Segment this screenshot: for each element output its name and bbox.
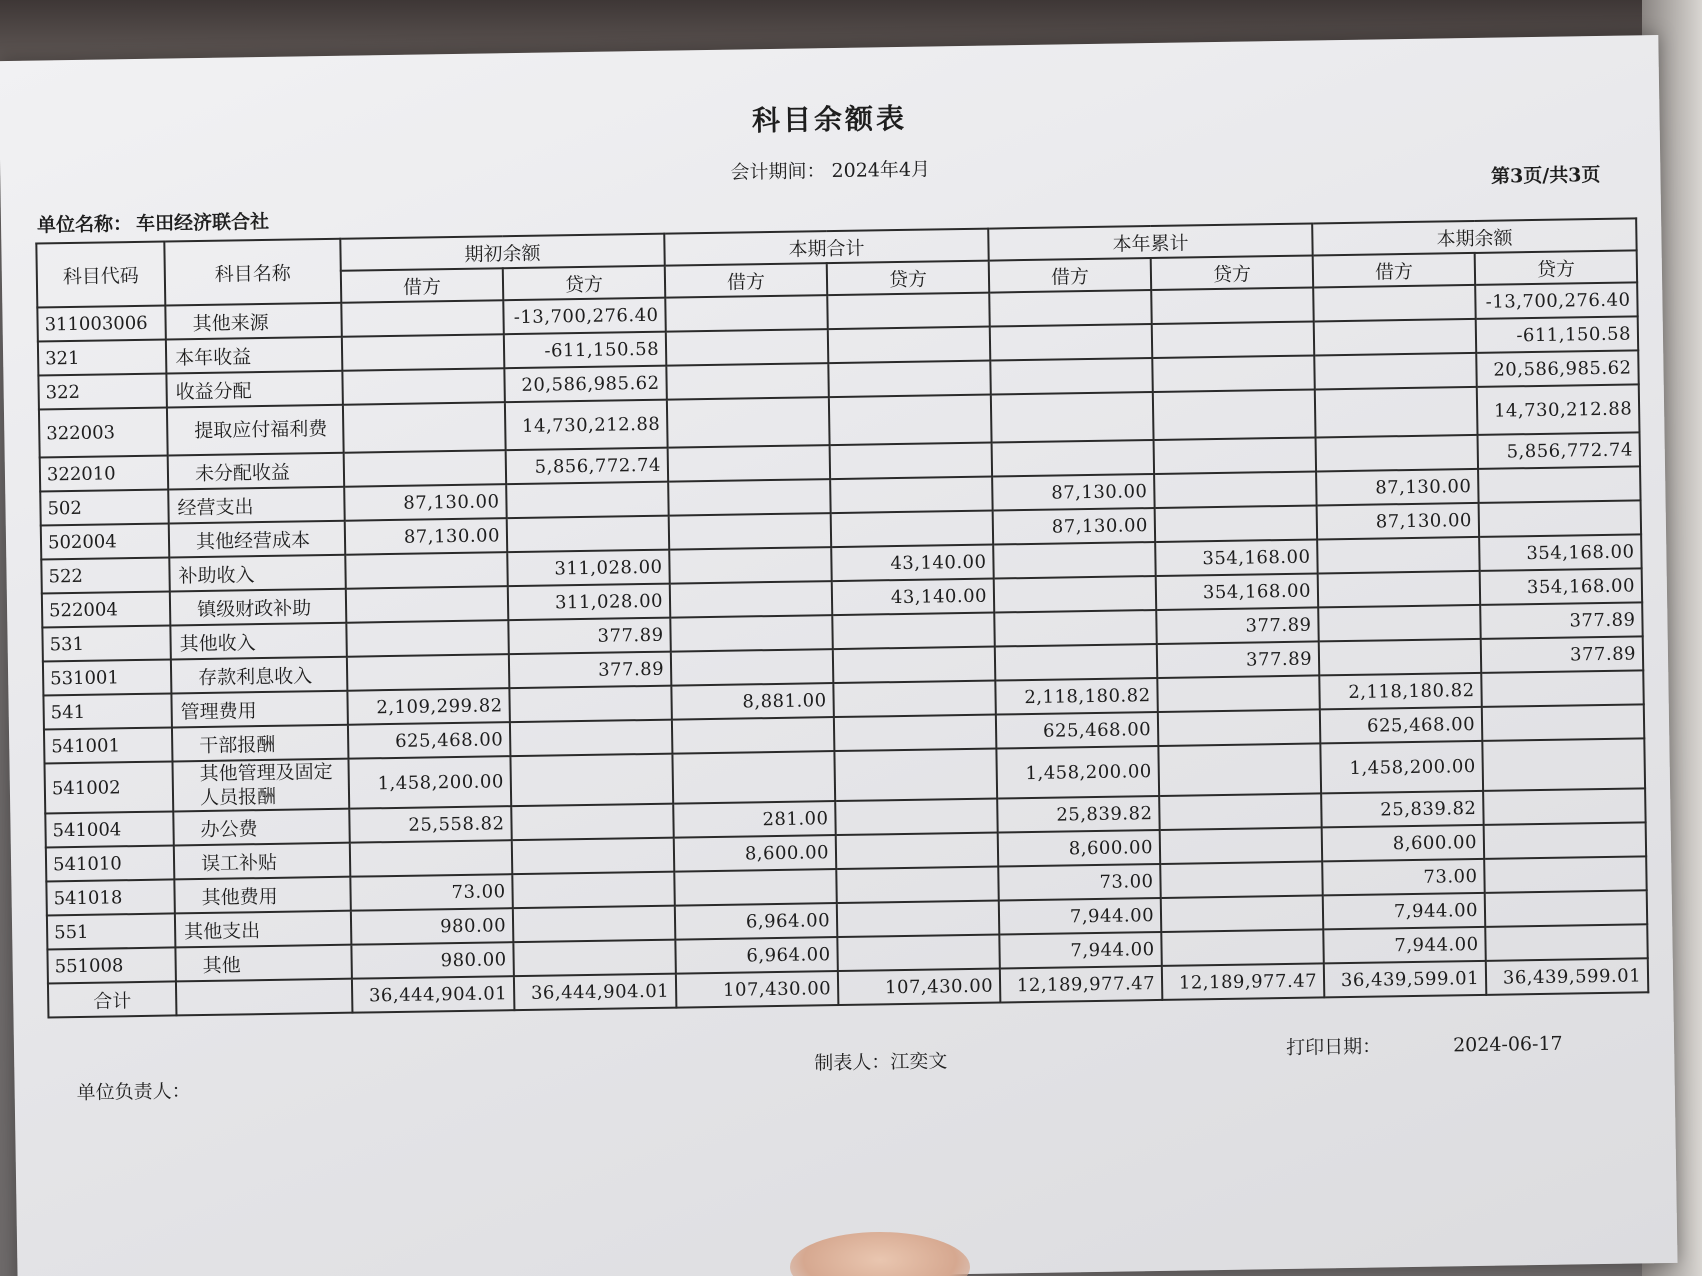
debit-amount: 73.00 <box>350 874 513 911</box>
header-debit: 借方 <box>341 268 503 303</box>
credit-amount: 354,168.00 <box>1155 539 1318 576</box>
credit-amount <box>1157 675 1320 712</box>
debit-amount <box>1314 319 1477 356</box>
total-cell: 12,189,977.47 <box>1162 963 1325 1000</box>
credit-amount: 377.89 <box>508 618 671 655</box>
credit-amount: 377.89 <box>1157 641 1320 678</box>
credit-amount <box>834 715 997 752</box>
debit-amount <box>342 368 505 405</box>
credit-amount: -13,700,276.40 <box>503 298 666 335</box>
header-credit: 贷方 <box>1151 255 1313 290</box>
debit-amount: 1,458,200.00 <box>1320 741 1483 794</box>
account-code: 322010 <box>40 456 169 492</box>
credit-amount <box>1485 924 1648 961</box>
total-cell: 36,439,599.01 <box>1324 961 1487 998</box>
print-date-label: 打印日期： <box>1285 1035 1382 1060</box>
credit-amount <box>511 804 674 841</box>
print-date <box>1286 1029 1563 1060</box>
document-title: 科目余额表 <box>751 101 908 138</box>
header-credit: 贷方 <box>503 266 665 301</box>
credit-amount <box>509 686 672 723</box>
debit-amount: 8,600.00 <box>998 830 1161 867</box>
debit-amount <box>668 479 831 516</box>
debit-amount: 87,130.00 <box>345 518 508 555</box>
debit-amount <box>990 358 1153 395</box>
credit-amount <box>834 749 997 802</box>
credit-amount <box>1161 929 1324 966</box>
preparer <box>814 1046 947 1075</box>
total-cell: 36,439,599.01 <box>1486 958 1649 995</box>
debit-amount: 980.00 <box>351 908 514 945</box>
debit-amount: 25,839.82 <box>997 796 1160 833</box>
debit-amount <box>346 620 509 657</box>
debit-amount <box>672 751 835 804</box>
debit-amount: 25,558.82 <box>349 806 512 843</box>
total-label: 合计 <box>48 981 177 1017</box>
header-debit: 借方 <box>989 258 1151 293</box>
credit-amount <box>830 443 993 480</box>
debit-amount: 2,118,180.82 <box>995 678 1158 715</box>
credit-amount <box>513 906 676 943</box>
credit-amount <box>832 613 995 650</box>
period-value: 2024年4月 <box>831 158 931 183</box>
credit-amount <box>1482 704 1645 741</box>
debit-amount <box>669 513 832 550</box>
credit-amount <box>510 720 673 757</box>
account-code: 541004 <box>45 811 174 847</box>
debit-amount <box>989 290 1152 327</box>
account-name: 其他支出 <box>175 911 352 948</box>
credit-amount <box>1161 895 1324 932</box>
account-code: 522004 <box>42 591 171 627</box>
unit-label: 单位名称： <box>36 213 133 237</box>
credit-amount <box>1483 788 1646 825</box>
credit-amount <box>835 799 998 836</box>
credit-amount: 14,730,212.88 <box>1477 384 1640 435</box>
account-code: 502 <box>40 489 169 525</box>
header-code: 科目代码 <box>36 242 165 308</box>
header-name: 科目名称 <box>164 239 341 306</box>
credit-amount <box>1154 437 1317 474</box>
print-date-value: 2024-06-17 <box>1452 1032 1563 1057</box>
debit-amount <box>992 440 1155 477</box>
debit-amount: 87,130.00 <box>1316 469 1479 506</box>
debit-amount: 980.00 <box>351 942 514 979</box>
credit-amount: 311,028.00 <box>508 584 671 621</box>
debit-amount <box>1318 605 1481 642</box>
credit-amount: -611,150.58 <box>504 332 667 369</box>
total-cell: 36,444,904.01 <box>352 976 515 1013</box>
unit-value: 车田经济联合社 <box>135 210 270 235</box>
account-name: 提取应付福利费 <box>167 405 344 456</box>
debit-amount: 625,468.00 <box>1320 707 1483 744</box>
credit-amount: 354,168.00 <box>1480 568 1643 605</box>
credit-amount <box>828 361 991 398</box>
header-group-closing: 本期余额 <box>1312 218 1636 255</box>
credit-amount: 14,730,212.88 <box>505 400 668 451</box>
total-cell: 107,430.00 <box>838 968 1001 1005</box>
debit-amount <box>665 295 828 332</box>
debit-amount: 25,839.82 <box>1321 791 1484 828</box>
credit-amount <box>1152 321 1315 358</box>
account-name: 误工补贴 <box>174 843 351 880</box>
credit-amount <box>1160 861 1323 898</box>
account-code: 321 <box>38 340 167 376</box>
credit-amount <box>1153 389 1316 440</box>
credit-amount: 377.89 <box>1156 607 1319 644</box>
credit-amount: 354,168.00 <box>1479 534 1642 571</box>
debit-amount <box>670 581 833 618</box>
credit-amount <box>512 838 675 875</box>
account-code: 322 <box>38 374 167 410</box>
credit-amount <box>830 477 993 514</box>
credit-amount <box>836 867 999 904</box>
account-name: 经营支出 <box>168 487 345 524</box>
credit-amount <box>1484 856 1647 893</box>
debit-amount <box>666 363 829 400</box>
debit-amount <box>994 576 1157 613</box>
table-body <box>37 282 1647 983</box>
debit-amount <box>674 869 837 906</box>
account-code: 502004 <box>41 523 170 559</box>
debit-amount <box>990 324 1153 361</box>
debit-amount <box>995 644 1158 681</box>
credit-amount <box>1155 505 1318 542</box>
debit-amount <box>1313 285 1476 322</box>
debit-amount <box>994 610 1157 647</box>
credit-amount: 377.89 <box>509 652 672 689</box>
debit-amount: 6,964.00 <box>675 937 838 974</box>
header-debit: 借方 <box>665 263 827 298</box>
account-name: 干部报酬 <box>172 725 349 762</box>
header-credit: 贷方 <box>827 261 989 296</box>
credit-amount <box>1482 738 1645 791</box>
credit-amount: 377.89 <box>1480 602 1643 639</box>
credit-amount <box>1154 471 1317 508</box>
total-name-blank <box>176 979 353 1016</box>
account-code: 541018 <box>46 879 175 915</box>
total-cell: 12,189,977.47 <box>1000 966 1163 1003</box>
credit-amount <box>510 754 673 807</box>
credit-amount <box>831 511 994 548</box>
credit-amount <box>1159 793 1322 830</box>
credit-amount: 354,168.00 <box>1156 573 1319 610</box>
header-debit: 借方 <box>1313 253 1475 288</box>
debit-amount: 87,130.00 <box>344 484 507 521</box>
credit-amount: 43,140.00 <box>832 579 995 616</box>
debit-amount <box>1319 639 1482 676</box>
credit-amount <box>829 395 992 446</box>
debit-amount: 7,944.00 <box>999 932 1162 969</box>
credit-amount <box>1481 670 1644 707</box>
debit-amount <box>991 392 1154 443</box>
debit-amount: 281.00 <box>673 801 836 838</box>
account-code: 551 <box>47 913 176 949</box>
debit-amount <box>667 397 830 448</box>
credit-amount <box>1152 355 1315 392</box>
debit-amount: 87,130.00 <box>993 508 1156 545</box>
account-name: 其他来源 <box>165 303 342 340</box>
credit-amount: 377.89 <box>1481 636 1644 673</box>
debit-amount <box>1317 537 1480 574</box>
header-group-opening: 期初余额 <box>340 234 664 271</box>
debit-amount <box>668 445 831 482</box>
credit-amount <box>1160 827 1323 864</box>
debit-amount: 6,964.00 <box>675 903 838 940</box>
account-code: 541001 <box>44 727 173 763</box>
debit-amount <box>666 329 829 366</box>
credit-amount <box>1485 890 1648 927</box>
debit-amount <box>344 450 507 487</box>
unit-name <box>37 207 269 238</box>
account-name: 镇级财政补助 <box>170 589 347 626</box>
account-code: 541010 <box>46 845 175 881</box>
account-name: 存款利息收入 <box>171 657 348 694</box>
credit-amount <box>1478 466 1641 503</box>
credit-amount: 5,856,772.74 <box>1478 432 1641 469</box>
credit-amount <box>1479 500 1642 537</box>
credit-amount <box>1158 709 1321 746</box>
credit-amount <box>512 872 675 909</box>
account-code: 551008 <box>47 947 176 983</box>
debit-amount: 73.00 <box>998 864 1161 901</box>
debit-amount: 8,600.00 <box>674 835 837 872</box>
account-balance-table <box>35 217 1649 1018</box>
debit-amount: 8,600.00 <box>1322 825 1485 862</box>
credit-amount <box>837 934 1000 971</box>
debit-amount: 2,118,180.82 <box>1319 673 1482 710</box>
account-name: 补助收入 <box>169 555 346 592</box>
account-name: 其他 <box>175 945 352 982</box>
debit-amount <box>1315 387 1478 438</box>
account-name: 其他收入 <box>170 623 347 660</box>
period-label: 会计期间： <box>730 160 826 184</box>
debit-amount <box>669 547 832 584</box>
accounting-period <box>0 143 1660 196</box>
account-name: 未分配收益 <box>168 453 345 490</box>
preparer-value: 江奕文 <box>890 1050 948 1074</box>
debit-amount: 625,468.00 <box>996 712 1159 749</box>
credit-amount: 5,856,772.74 <box>506 448 669 485</box>
account-code: 541 <box>43 693 172 729</box>
debit-amount <box>346 586 509 623</box>
header-group-period-total: 本期合计 <box>664 229 988 266</box>
account-code: 311003006 <box>37 306 166 342</box>
responsible-label: 单位负责人： <box>76 1080 191 1105</box>
credit-amount <box>1484 822 1647 859</box>
credit-amount <box>1158 743 1321 796</box>
credit-amount <box>827 293 990 330</box>
debit-amount: 1,458,200.00 <box>348 756 511 809</box>
account-code: 531001 <box>43 659 172 695</box>
account-name: 办公费 <box>173 809 350 846</box>
account-code: 322003 <box>39 408 168 458</box>
debit-amount: 8,881.00 <box>671 683 834 720</box>
debit-amount <box>671 649 834 686</box>
debit-amount <box>341 300 504 337</box>
credit-amount: 20,586,985.62 <box>1476 350 1639 387</box>
page-info: 第3页/共3页 <box>1490 163 1601 188</box>
account-name: 其他管理及固定人员报酬 <box>172 759 349 812</box>
header-group-ytd: 本年累计 <box>988 223 1312 260</box>
debit-amount: 2,109,299.82 <box>347 688 510 725</box>
debit-amount: 7,944.00 <box>999 898 1162 935</box>
debit-amount: 87,130.00 <box>992 474 1155 511</box>
debit-amount <box>1314 353 1477 390</box>
account-code: 541002 <box>44 761 173 813</box>
debit-amount <box>342 334 505 371</box>
credit-amount <box>833 647 996 684</box>
debit-amount <box>347 654 510 691</box>
credit-amount: 20,586,985.62 <box>504 366 667 403</box>
account-name: 收益分配 <box>166 371 343 408</box>
account-code: 522 <box>41 557 170 593</box>
debit-amount: 1,458,200.00 <box>996 746 1159 799</box>
credit-amount <box>513 940 676 977</box>
debit-amount: 73.00 <box>1322 859 1485 896</box>
debit-amount <box>993 542 1156 579</box>
total-cell: 36,444,904.01 <box>514 974 677 1011</box>
credit-amount <box>837 901 1000 938</box>
debit-amount <box>1316 435 1479 472</box>
account-code: 531 <box>42 625 171 661</box>
account-name: 本年收益 <box>166 337 343 374</box>
account-name: 其他费用 <box>174 877 351 914</box>
debit-amount <box>672 717 835 754</box>
debit-amount <box>343 402 506 453</box>
credit-amount <box>506 482 669 519</box>
account-name: 管理费用 <box>171 691 348 728</box>
total-cell: 107,430.00 <box>676 971 839 1008</box>
debit-amount: 7,944.00 <box>1323 927 1486 964</box>
debit-amount <box>670 615 833 652</box>
debit-amount: 625,468.00 <box>348 722 511 759</box>
paper-sheet <box>0 35 1678 1276</box>
debit-amount: 87,130.00 <box>1317 503 1480 540</box>
debit-amount: 7,944.00 <box>1323 893 1486 930</box>
credit-amount: 43,140.00 <box>831 545 994 582</box>
credit-amount: 311,028.00 <box>507 550 670 587</box>
credit-amount: -611,150.58 <box>1476 316 1639 353</box>
credit-amount: -13,700,276.40 <box>1475 282 1638 319</box>
header-credit: 贷方 <box>1475 250 1637 285</box>
debit-amount <box>350 840 513 877</box>
credit-amount <box>1151 287 1314 324</box>
document-footer <box>14 1032 1674 1109</box>
debit-amount <box>345 552 508 589</box>
balance-table-wrapper <box>35 217 1647 1018</box>
credit-amount <box>507 516 670 553</box>
credit-amount <box>836 833 999 870</box>
credit-amount <box>828 327 991 364</box>
preparer-label: 制表人： <box>814 1051 891 1075</box>
debit-amount <box>1318 571 1481 608</box>
credit-amount <box>833 681 996 718</box>
account-name: 其他经营成本 <box>169 521 346 558</box>
